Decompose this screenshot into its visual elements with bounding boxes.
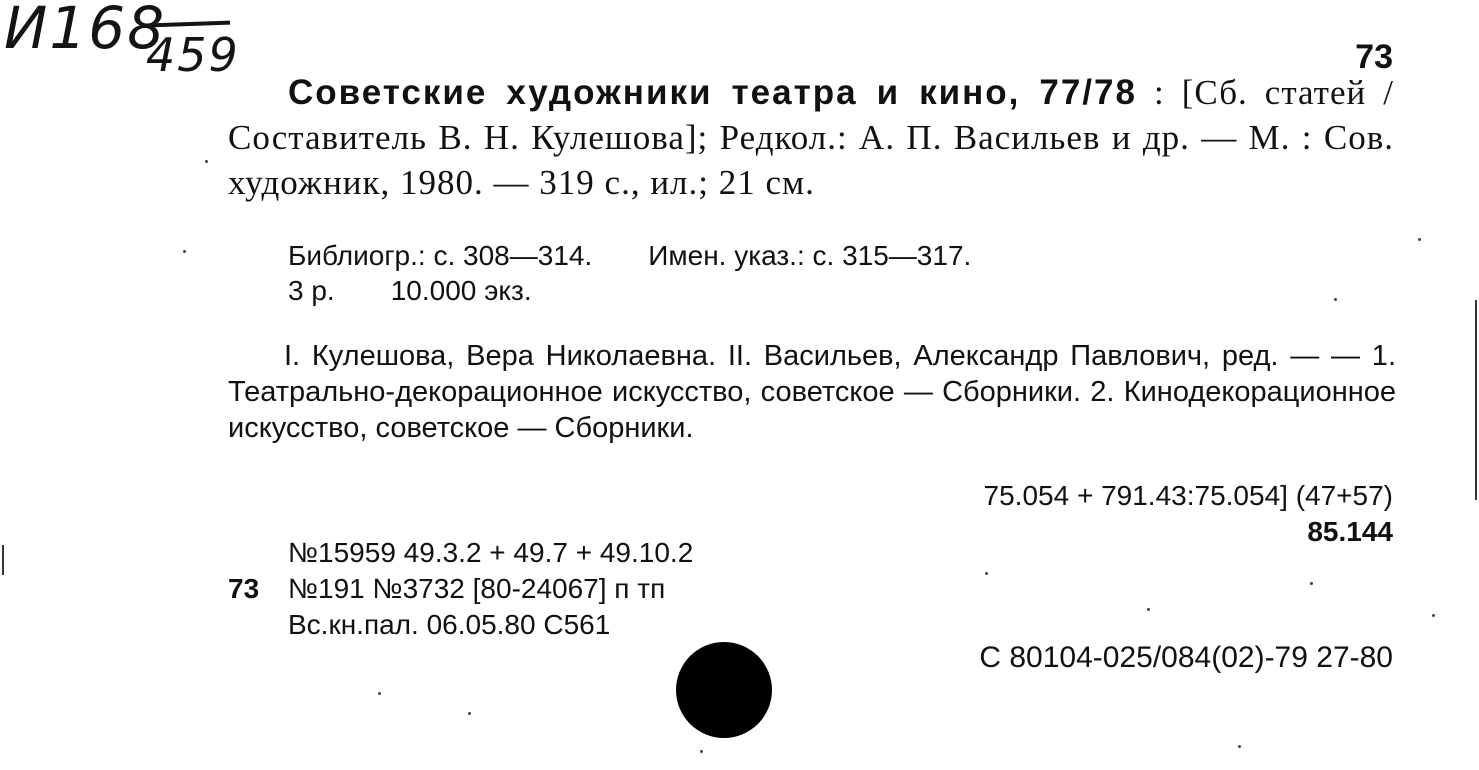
price-code: С 80104-025/084(02)-79 27-80 [979, 641, 1393, 674]
tech-line-1 [228, 535, 693, 571]
classification [984, 478, 1393, 550]
edge-mark [1475, 300, 1477, 500]
speck [1432, 614, 1435, 617]
speck [700, 750, 703, 753]
speck [1310, 582, 1313, 585]
notes-line-1 [288, 238, 971, 273]
tech-line-3-text: Вс.кн.пал. 06.05.80 С561 [288, 609, 611, 640]
speck [1334, 298, 1337, 301]
speck [1418, 238, 1421, 241]
bibliography-note: Библиогр.: с. 308—314. [288, 240, 593, 271]
notes [288, 238, 971, 308]
technical-data [228, 535, 693, 643]
entry-title: Советские художники театра и кино, 77/78 [288, 73, 1137, 112]
notes-line-2 [288, 273, 971, 308]
price: 3 р. [288, 275, 335, 306]
speck [1147, 608, 1150, 611]
udc-index: 75.054 + 791.43:75.054] (47+57) [983, 480, 1393, 511]
corner-number: 73 [1355, 38, 1393, 76]
handwritten-call-number: 459 [146, 28, 240, 82]
tech-line-2 [228, 571, 693, 607]
speck [205, 160, 208, 163]
handwritten-call-code: И168 [4, 0, 167, 62]
tech-line-3 [228, 607, 693, 643]
punch-hole [676, 642, 772, 738]
tech-line-2-text: №191 №3732 [80-24067] п тп [288, 573, 666, 604]
speck [985, 572, 988, 575]
speck [468, 712, 471, 715]
bbk-index: 85.144 [1307, 516, 1393, 547]
entry-description: : [Сб. статей / Составитель В. Н. Кулешова]; Редкол.: А. П. Васильев и др. — М. : Сов. художник, 1980. — 319 с., ил.; 21 см. [228, 73, 1394, 202]
index-note: Имен. указ.: с. 315—317. [648, 240, 972, 271]
speck [378, 692, 381, 695]
tech-line-2-prefix: 73 [228, 573, 260, 604]
edge-mark [2, 545, 4, 575]
subject-headings: I. Кулешова, Вера Николаевна. II. Васильев, Александр Павлович, ред. — — 1. Театрально-декорационное искусство, советское — Сборники. 2. Кинодекорационное искусство, советское — Сборники. [228, 340, 1396, 444]
speck [183, 250, 186, 253]
tech-line-1-text: №15959 49.3.2 + 49.7 + 49.10.2 [288, 537, 694, 568]
print-run: 10.000 экз. [390, 275, 532, 306]
speck [1238, 745, 1241, 748]
main-entry [228, 70, 1394, 205]
